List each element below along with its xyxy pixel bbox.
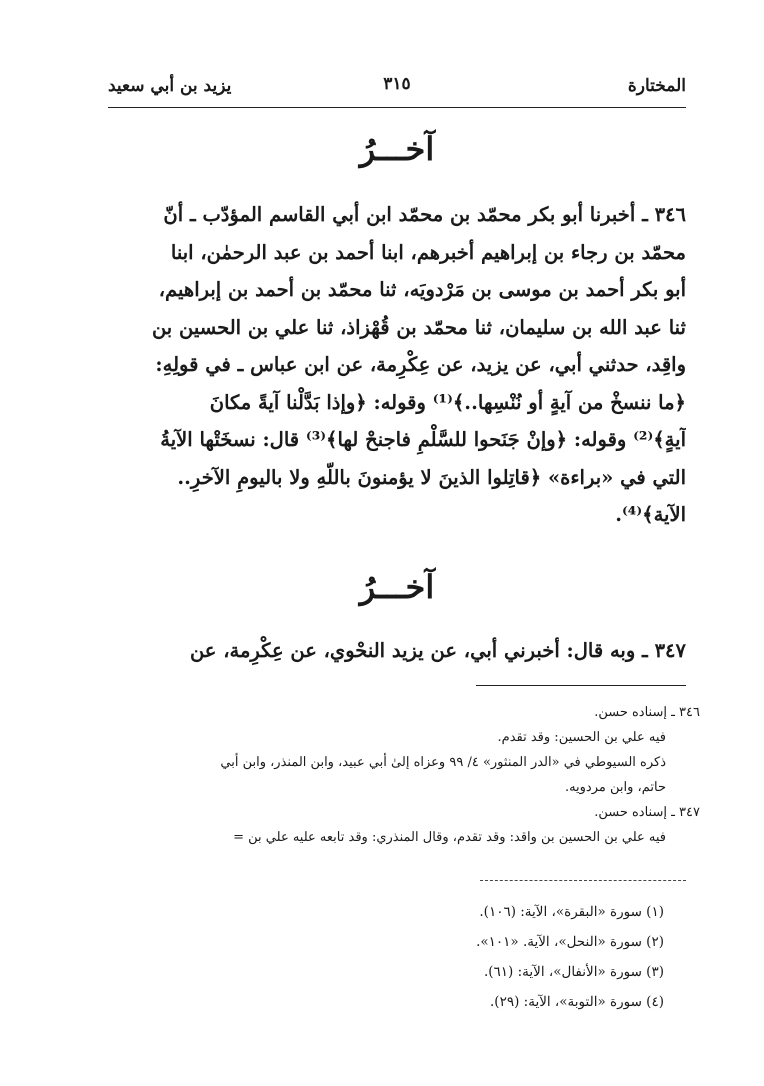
header-rule [108,107,686,108]
header-chapter-name: يزيد بن أبي سعيد [108,76,232,96]
takhrij-notes [108,700,700,850]
note-line: ذكره السيوطي في «الدر المنثور» ٤/ ٩٩ وعزاه إلىٰ أبي عبيد، وابن المنذر، وابن أبي [220,755,666,770]
note-line: ٣٤٧ ـ إسناده حسن. [594,805,700,820]
entry-347-line: ٣٤٧ ـ وبه قال: أخبرني أبي، عن يزيد النحْوي، عن عِكْرِمة، عن [189,639,686,662]
note-line: فيه علي بن الحسين: وقد تقدم. [497,730,666,745]
entry-346-line: محمّد بن رجاء بن إبراهيم أخبرهم، ابنا أحمد بن عبد الرحمٰن، ابنا [170,240,686,264]
reference-line: (٤) سورة «التوبة»، الآية: (٢٩). [490,994,664,1010]
entry-346-line: واقِد، حدثني أبي، عن يزيد، عن عِكْرِمة، عن ابن عباس ـ في قولِهِ: [155,353,686,376]
reference-line: (٣) سورة «الأنفال»، الآية: (٦١). [483,964,664,980]
entry-347 [108,632,686,670]
reference-line: (٢) سورة «النحل»، الآية. «١٠١». [476,934,664,950]
section-title-1: آخـــرُ [359,130,435,168]
entry-346-line: ثنا عبد الله بن سليمان، ثنا محمّد بن قُهْزاذ، ثنا علي بن الحسين بن [151,315,686,339]
note-line: فيه علي بن الحسين بن واقد: وقد تقدم، وقال المنذري: وقد تابعه عليه علي بن = [233,830,666,845]
entry-346 [108,196,686,534]
page-header [108,70,686,100]
note-line: حاتم، وابن مردويه. [564,780,666,795]
quran-references [300,897,686,1017]
header-book-title: المختارة [627,76,686,96]
page-number: ٣١٥ [383,74,411,94]
entry-346-line: الآية﴾⁽⁴⁾. [615,503,686,526]
entry-346-line: التي في «براءة» ﴿قاتِلوا الذينَ لا يؤمنونَ باللّهِ ولا باليومِ الآخرِ.. [177,465,686,489]
note-line: ٣٤٦ ـ إسناده حسن. [594,705,700,720]
entry-346-line: آيةٍ﴾⁽²⁾ وقوله: ﴿وإنْ جَنَحوا للسَّلْمِ فاجنحْ لها﴾⁽³⁾ قال: نسخَتْها الآيةُ [160,428,686,451]
entry-346-line: ﴿ما ننسخْ من آيةٍ أو نُنْسِها..﴾⁽¹⁾ وقوله: ﴿وإذا بَدَّلْنا آيةً مكانَ [209,390,686,414]
entry-346-line: أبو بكر أحمد بن موسى بن مَرْدويَه، ثنا محمّد بن أحمد بن إبراهيم، [158,278,686,301]
section-title-2: آخـــرُ [359,568,435,606]
reference-line: (١) سورة «البقرة»، الآية: (١٠٦). [479,904,664,920]
references-rule [480,880,686,881]
footnote-rule [476,685,686,686]
entry-346-line: ٣٤٦ ـ أخبرنا أبو بكر محمّد بن محمّد ابن أبي القاسم المؤدّب ـ أنّ [163,203,686,226]
